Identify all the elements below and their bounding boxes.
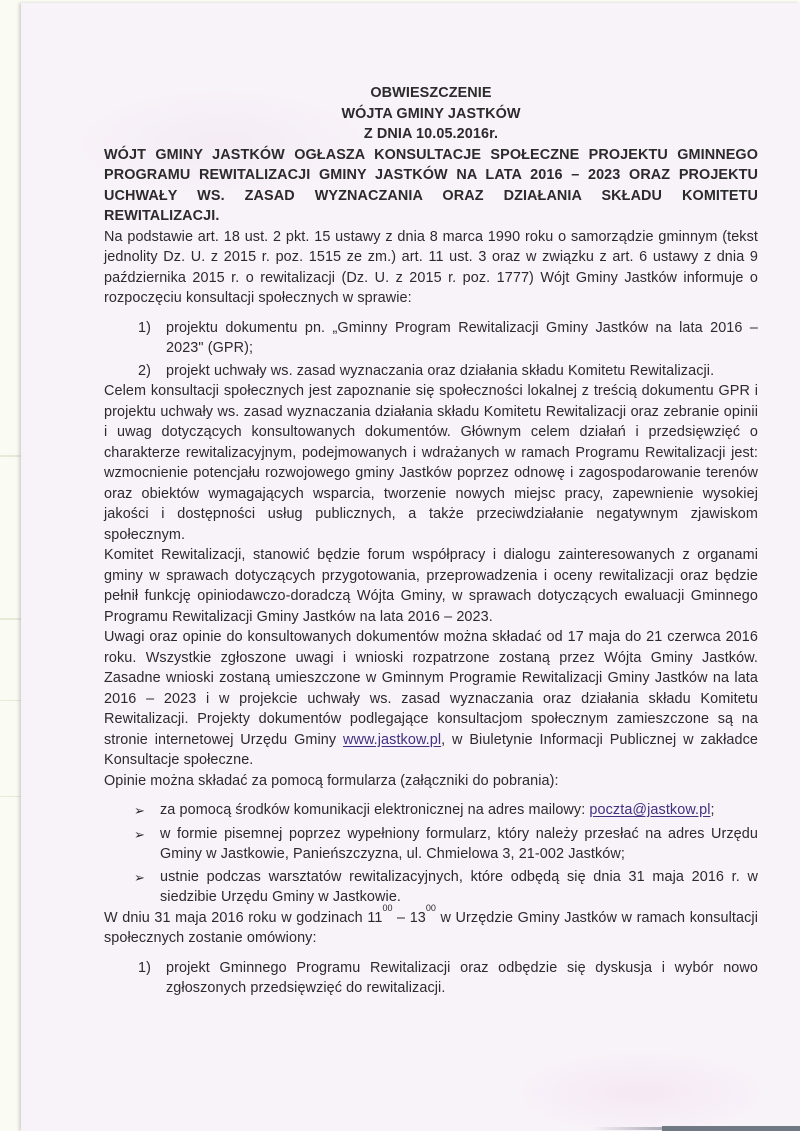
scanner-left-margin — [0, 0, 21, 1131]
list-item-text: projekt Gminnego Programu Rewitalizacji oraz odbędzie się dyskusja i wybór nowo zgłoszonych przedsięwzięć do rewitalizacji. — [166, 959, 758, 996]
meeting-hours-superscript: 00 — [425, 902, 436, 913]
list-item — [138, 958, 758, 999]
legal-basis-paragraph: Na podstawie art. 18 ust. 2 pkt. 15 ustawy z dnia 8 marca 1990 roku o samorządzie gminnym (tekst jednolity Dz. U. z 2015 r. poz. 1515 ze zm.) art. 11 ust. 3 oraz w związku z art. 6 ustawy z dnia 9 października 2015 r. o rewitalizacji (Dz. U. z 2015 r. poz. 1777) Wójt Gminy Jastków informuje o rozpoczęciu konsultacji społecznych w sprawie: — [104, 228, 758, 306]
title-line-authority: WÓJTA GMINY JASTKÓW — [341, 105, 521, 122]
list-item — [138, 318, 758, 359]
list-item-text: projekt uchwały ws. zasad wyznaczania oraz działania składu Komitetu Rewitalizacji. — [166, 362, 715, 379]
website-link[interactable]: www.jastkow.pl — [342, 731, 442, 748]
forms-intro-paragraph: Opinie można składać za pomocą formularza (załączniki do pobrania): — [104, 772, 559, 789]
document-title — [104, 83, 758, 145]
channel-text-after-link: ; — [710, 802, 715, 818]
scan-edge-artifact-bar — [662, 1126, 800, 1131]
arrow-bullet-icon: ➢ — [134, 826, 145, 842]
consultation-subject-list — [104, 318, 758, 382]
document-page — [21, 3, 800, 1131]
title-line-announcement: OBWIESZCZENIE — [370, 85, 492, 101]
scan-artifact-line — [0, 618, 21, 620]
arrow-bullet-icon: ➢ — [134, 803, 145, 818]
submission-channels-list — [104, 800, 758, 908]
list-item-number: 1) — [138, 319, 151, 336]
channel-text-before-link: za pomocą środków komunikacji elektronicznej na adres mailowy: — [160, 802, 590, 818]
list-item — [134, 824, 758, 865]
list-item-text — [160, 800, 758, 821]
scan-artifact-line — [0, 700, 21, 701]
scan-artifact-line — [0, 455, 21, 457]
arrow-bullet-icon: ➢ — [134, 869, 145, 885]
title-line-date: Z DNIA 10.05.2016r. — [363, 126, 499, 142]
scan-edge-artifact-fade — [592, 1127, 662, 1130]
committee-paragraph: Komitet Rewitalizacji, stanowić będzie forum współpracy i dialogu zainteresowanych z organami gminy w sprawach dotyczących przygotowania, przeprowadzenia i oceny rewitalizacji oraz będzie pełnił funkcję opiniodawczo-doradczą Wójta Gminy, w sprawach dotyczących ewaluacji Gminnego Programu Rewitalizacji Gminy Jastków na lata 2016 – 2023. — [104, 547, 758, 625]
meeting-schedule-paragraph — [104, 902, 758, 949]
list-item-number: 2) — [138, 362, 151, 379]
email-link[interactable]: poczta@jastkow.pl — [589, 802, 711, 818]
remarks-submission-paragraph — [104, 627, 758, 771]
list-item — [138, 361, 758, 382]
remarks-text-after-link: , w Biuletynie Informacji Publicznej w zakładce Konsultacje społeczne. — [104, 731, 758, 768]
consultation-goal-paragraph: Celem konsultacji społecznych jest zapoznanie się społeczności lokalnej z treścią dokumentu GPR i projektu uchwały ws. zasad wyznaczania działania składu Komitetu Rewitalizacji oraz zebranie opinii i uwag dotyczących konsultowanych dokumentów. Głównym celem działań i przedsięwzięć o charakterze rewitalizacyjnym, podejmowanych i wdrażanych w ramach Programu Rewitalizacji jest: wzmocnienie potencjału rozwojowego gminy Jastków poprzez odnowę i zagospodarowanie terenów oraz obiektów wymagających wsparcia, tworzenie nowych miejsc pracy, zapewnienie wysokiej jakości i dostępności usług publicznych, a także przeciwdziałanie negatywnym zjawiskom społecznym. — [104, 383, 758, 543]
meeting-text-part2: – 13 — [392, 909, 426, 926]
meeting-agenda-list — [104, 958, 758, 999]
list-item — [134, 800, 758, 822]
remarks-text-before-link: Uwagi oraz opinie do konsultowanych dokumentów można składać od 17 maja do 21 czerwca 2016 roku. Wszystkie zgłoszone uwagi i wnioski rozpatrzone zostaną przez Wójta Gminy Jastków. Zasadne wnioski zostaną umieszczone w Gminnym Programie Rewitalizacji Gminy Jastków na lata 2016 – 2023 i w projekcie uchwały ws. zasad wyznaczania oraz działania składu Komitetu Rewitalizacji. Projekty dokumentów podlegające konsultacjom społecznym zamieszczone są na stronie internetowej Urzędu Gminy — [104, 629, 758, 748]
list-item-number: 1) — [138, 959, 151, 976]
list-item-text: ustnie podczas warsztatów rewitalizacyjnych, które odbędą się dnia 31 maja 2016 r. w siedzibie Urzędu Gminy w Jastkowie. — [160, 868, 758, 905]
list-item — [134, 867, 758, 908]
meeting-text-part1: W dniu 31 maja 2016 roku w godzinach 11 — [104, 909, 383, 926]
lead-paragraph: WÓJT GMINY JASTKÓW OGŁASZA KONSULTACJE SPOŁECZNE PROJEKTU GMINNEGO PROGRAMU REWITALIZACJI GMINY JASTKÓW NA LATA 2016 – 2023 ORAZ PROJEKTU UCHWAŁY WS. ZASAD WYZNACZANIA ORAZ DZIAŁANIA SKŁADU KOMITETU REWITALIZACJI. — [104, 146, 758, 224]
scan-artifact-line — [0, 796, 21, 797]
meeting-hours-superscript: 00 — [382, 902, 393, 913]
list-item-text: w formie pisemnej poprzez wypełniony formularz, który należy przesłać na adres Urzędu Gminy w Jastkowie, Panieńszczyzna, ul. Chmielowa 3, 21-002 Jastków; — [160, 825, 758, 862]
document-content — [21, 3, 800, 999]
meeting-text-part3: w Urzędzie Gminy Jastków w ramach konsultacji społecznych zostanie omówiony: — [104, 909, 758, 946]
list-item-text: projektu dokumentu pn. „Gminny Program Rewitalizacji Gminy Jastków na lata 2016 – 2023" (GPR); — [166, 319, 758, 356]
